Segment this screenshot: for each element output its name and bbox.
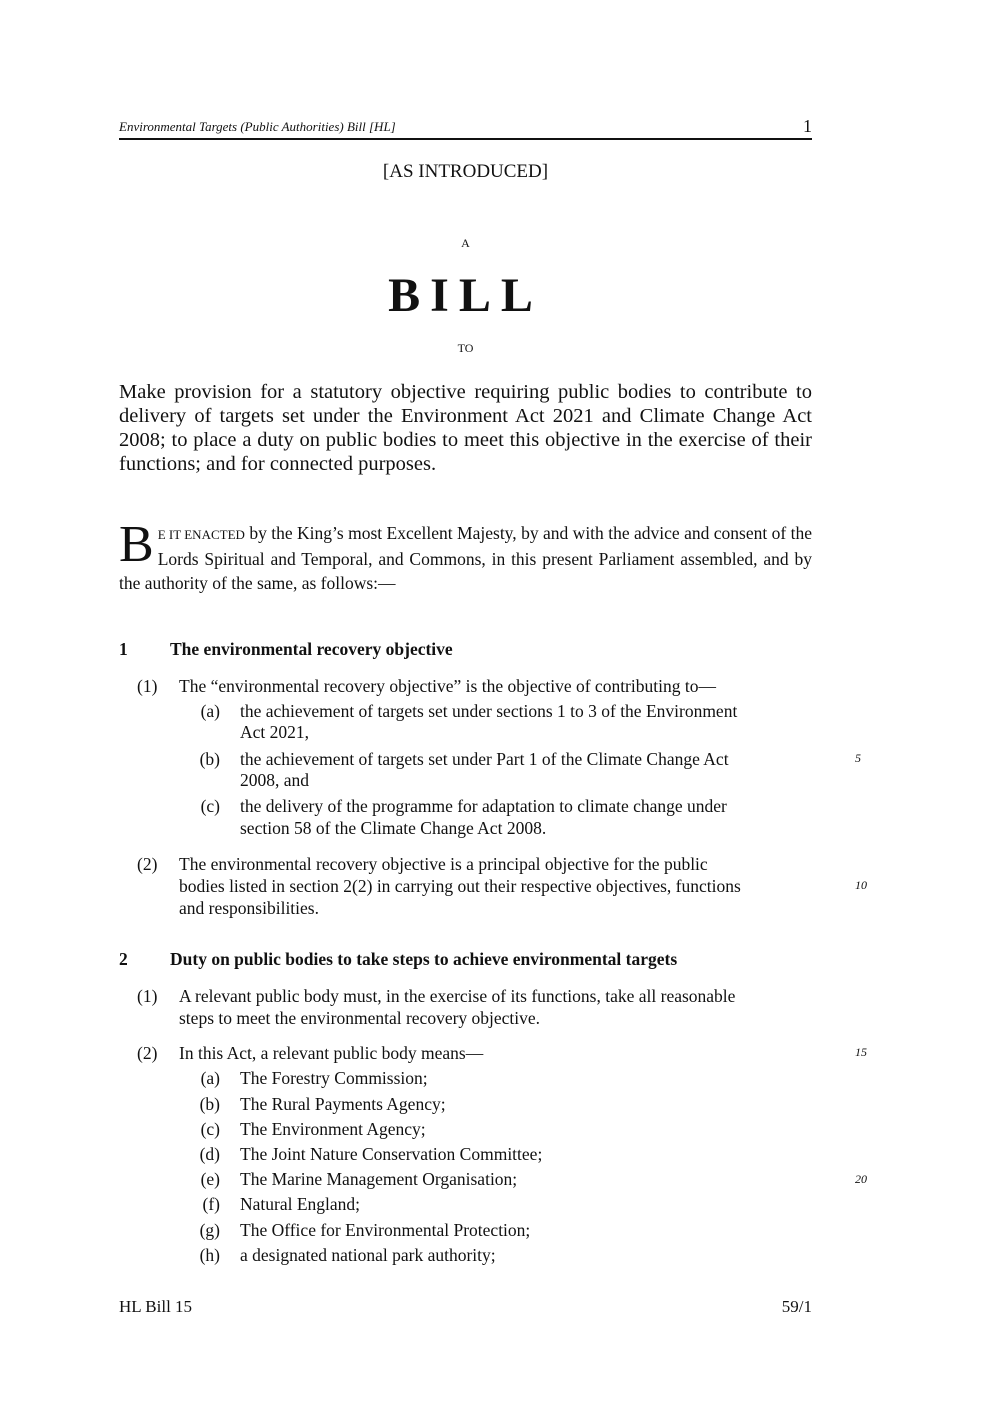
section-title: The environmental recovery objective <box>170 639 453 659</box>
paragraph-label: (e) <box>200 1169 220 1189</box>
paragraph-label: (c) <box>200 1119 220 1139</box>
line-number: 10 <box>855 878 867 892</box>
footer-print-ref: 59/1 <box>781 1297 812 1316</box>
paragraph-label: (b) <box>199 1094 220 1114</box>
paragraph-text: a designated national park authority; <box>240 1245 496 1265</box>
subsection-number: (2) <box>137 1043 158 1063</box>
running-header <box>119 116 812 140</box>
paragraph-text: The Joint Nature Conservation Committee; <box>240 1144 543 1164</box>
paragraph-label: (h) <box>199 1245 220 1265</box>
paragraph-label: (d) <box>199 1144 220 1164</box>
subsection-text: and responsibilities. <box>179 898 319 918</box>
page-number: 1 <box>803 116 812 136</box>
title-to: TO <box>457 341 474 355</box>
paragraph-text: Act 2021, <box>240 722 310 742</box>
bill-status: [AS INTRODUCED] <box>382 161 549 182</box>
paragraph-text: The Rural Payments Agency; <box>240 1094 446 1114</box>
paragraph-text: 2008, and <box>240 770 310 790</box>
subsection-text: bodies listed in section 2(2) in carrying out their respective objectives, functions <box>179 876 741 896</box>
subsection-number: (1) <box>137 986 158 1006</box>
subsection-text: A relevant public body must, in the exercise of its functions, take all reasonable <box>179 986 736 1006</box>
bill-heading: BILL <box>388 269 543 322</box>
subsection-number: (2) <box>137 854 158 874</box>
subsection-number: (1) <box>137 676 158 696</box>
paragraph-text: the delivery of the programme for adaptation to climate change under <box>240 796 727 816</box>
enacting-smallcaps: E IT ENACTED <box>157 527 245 542</box>
line-number: 5 <box>855 751 861 765</box>
subsection-text: The “environmental recovery objective” is the objective of contributing to— <box>179 676 716 696</box>
paragraph-text: The Forestry Commission; <box>240 1068 428 1088</box>
paragraph-text: The Environment Agency; <box>240 1119 426 1139</box>
paragraph-text: section 58 of the Climate Change Act 2008. <box>240 818 547 838</box>
section-number: 2 <box>119 949 128 969</box>
line-number: 20 <box>855 1172 867 1186</box>
paragraph-label: (g) <box>199 1220 220 1240</box>
section-title: Duty on public bodies to take steps to achieve environmental targets <box>170 949 678 969</box>
paragraph-text: the achievement of targets set under Part 1 of the Climate Change Act <box>240 749 729 769</box>
title-article: A <box>461 236 470 250</box>
enacting-text: by the King’s most Excellent Majesty, by and with the advice and consent of the Lords Spiritual and Temporal, and Commons, in this present Parliament assembled, and by the authority of the same, as follows:— <box>119 523 812 593</box>
running-title: Environmental Targets (Public Authorities) Bill [HL] <box>119 119 396 134</box>
line-number: 15 <box>855 1045 867 1059</box>
paragraph-text: The Marine Management Organisation; <box>240 1169 518 1189</box>
subsection-text: The environmental recovery objective is a principal objective for the public <box>179 854 708 874</box>
paragraph-text: the achievement of targets set under sections 1 to 3 of the Environment <box>240 701 738 721</box>
paragraph-label: (c) <box>200 796 220 816</box>
footer-bill-ref: HL Bill 15 <box>119 1297 193 1316</box>
paragraph-text: Natural England; <box>240 1194 361 1214</box>
paragraph-text: The Office for Environmental Protection; <box>240 1220 531 1240</box>
paragraph-label: (a) <box>200 701 220 721</box>
section-number: 1 <box>119 639 128 659</box>
enacting-formula <box>119 516 812 595</box>
paragraph-label: (f) <box>202 1194 220 1214</box>
subsection-text: In this Act, a relevant public body means— <box>179 1043 484 1063</box>
paragraph-label: (b) <box>199 749 220 769</box>
dropcap-letter: B <box>119 516 154 573</box>
long-title: Make provision for a statutory objective requiring public bodies to contribute to delivery of targets set under the Environment Act 2021 and Climate Change Act 2008; to place a duty on public bodies to meet this objective in the exercise of their functions; and for connected purposes. <box>119 381 812 475</box>
paragraph-label: (a) <box>200 1068 220 1088</box>
subsection-text: steps to meet the environmental recovery objective. <box>179 1008 541 1028</box>
